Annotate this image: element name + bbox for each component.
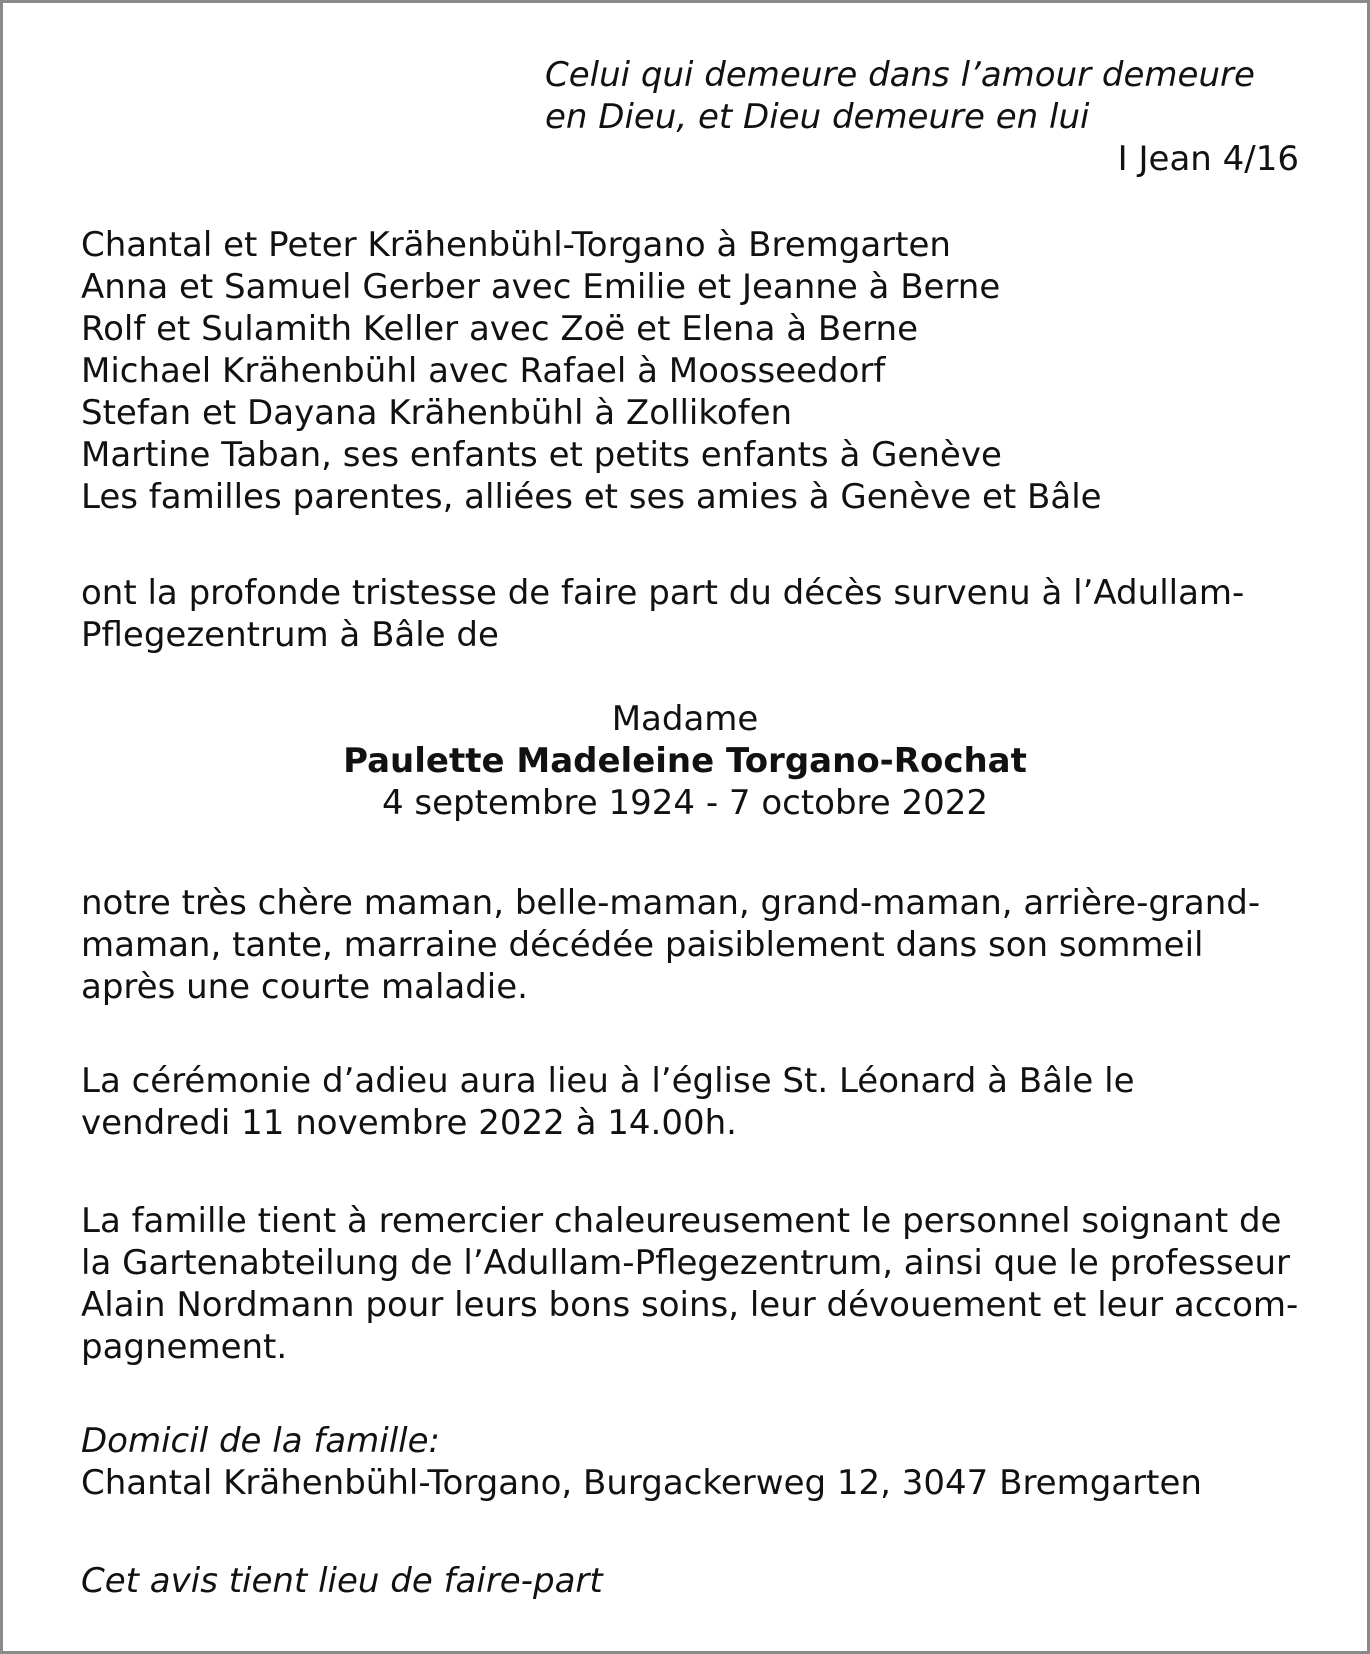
ceremony-line: La cérémonie d’adieu aura lieu à l’église St. Léonard à Bâle le xyxy=(81,1061,1135,1101)
domicile-label: Domicil de la famille: xyxy=(81,1421,440,1461)
deceased-name: Paulette Madeleine Torgano-Rochat xyxy=(343,741,1027,781)
announcement-line: Pflegezentrum à Bâle de xyxy=(81,615,499,655)
mourner-line: Martine Taban, ses enfants et petits enfants à Genève xyxy=(81,435,1002,475)
mourner-line: Chantal et Peter Krähenbühl-Torgano à Bremgarten xyxy=(81,225,951,265)
description-line: après une courte maladie. xyxy=(81,967,528,1007)
thanks-line: pagnement. xyxy=(81,1327,288,1367)
description-line: notre très chère maman, belle-maman, grand-maman, arrière-grand- xyxy=(81,883,1261,923)
ceremony-line: vendredi 11 novembre 2022 à 14.00h. xyxy=(81,1103,737,1143)
mourner-line: Les familles parentes, alliées et ses amies à Genève et Bâle xyxy=(81,477,1102,517)
domicile-address: Chantal Krähenbühl-Torgano, Burgackerweg 12, 3047 Bremgarten xyxy=(81,1463,1202,1503)
mourner-line: Anna et Samuel Gerber avec Emilie et Jeanne à Berne xyxy=(81,267,1001,307)
thanks-line: Alain Nordmann pour leurs bons soins, leur dévouement et leur accom- xyxy=(81,1285,1299,1325)
thanks-line: la Gartenabteilung de l’Adullam-Pflegezentrum, ainsi que le professeur xyxy=(81,1243,1291,1283)
epigraph-line: Celui qui demeure dans l’amour demeure xyxy=(545,55,1255,95)
deceased-dates: 4 septembre 1924 - 7 octobre 2022 xyxy=(381,783,989,823)
mourner-line: Stefan et Dayana Krähenbühl à Zollikofen xyxy=(81,393,793,433)
description-line: maman, tante, marraine décédée paisiblement dans son sommeil xyxy=(81,925,1204,965)
announcement-line: ont la profonde tristesse de faire part du décès survenu à l’Adullam- xyxy=(81,573,1245,613)
epigraph-line: en Dieu, et Dieu demeure en lui xyxy=(545,97,1090,137)
mourner-line: Rolf et Sulamith Keller avec Zoë et Elena à Berne xyxy=(81,309,918,349)
deceased-salutation: Madame xyxy=(611,699,759,739)
mourner-line: Michael Krähenbühl avec Rafael à Moosseedorf xyxy=(81,351,886,391)
thanks-line: La famille tient à remercier chaleureusement le personnel soignant de xyxy=(81,1201,1282,1241)
closing-note: Cet avis tient lieu de faire-part xyxy=(81,1561,603,1601)
epigraph-reference: I Jean 4/16 xyxy=(1117,139,1299,179)
